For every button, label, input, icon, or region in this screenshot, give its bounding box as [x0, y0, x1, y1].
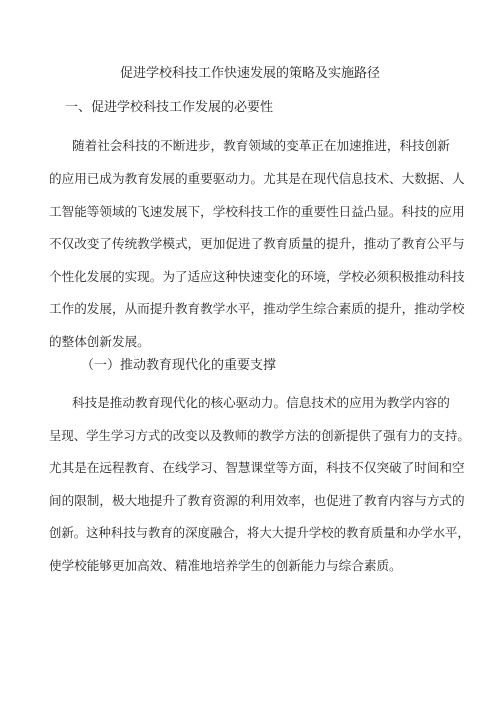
- section-heading: 一、促进学校科技工作发展的必要性: [65, 100, 274, 115]
- paragraph-line: 随着社会科技的不断进步，教育领域的变革正在加速推进，科技创新: [72, 138, 450, 153]
- paragraph-line: 的应用已成为教育发展的重要驱动力。尤其是在现代信息技术、大数据、人: [49, 171, 465, 186]
- paragraph-line: 科技是推动教育现代化的核心驱动力。信息技术的应用为教学内容的: [72, 395, 450, 410]
- subsection-heading: （一）推动教育现代化的重要支撑: [81, 358, 277, 373]
- paragraph-line: 个性化发展的实现。为了适应这种快速变化的环境，学校必须积极推动科技: [49, 269, 465, 284]
- document-title: 促进学校科技工作快速发展的策略及实施路径: [119, 66, 380, 81]
- paragraph-line: 工智能等领域的飞速发展下，学校科技工作的重要性日益凸显。科技的应用: [49, 204, 465, 219]
- paragraph-line: 的整体创新发展。: [49, 334, 150, 349]
- paragraph-line: 不仅改变了传统教学模式，更加促进了教育质量的提升，推动了教育公平与: [49, 236, 465, 251]
- paragraph-line: 呈现、学生学习方式的改变以及教师的教学方法的创新提供了强有力的支持。: [49, 428, 470, 443]
- paragraph-line: 创新。这种科技与教育的深度融合，将大大提升学校的教育质量和办学水平，: [49, 525, 470, 540]
- paragraph-line: 间的限制，极大地提升了教育资源的利用效率，也促进了教育内容与方式的: [49, 493, 465, 508]
- paragraph-line: 尤其是在远程教育、在线学习、智慧课堂等方面，科技不仅突破了时间和空: [49, 460, 465, 475]
- paragraph-line: 工作的发展，从而提升教育教学水平，推动学生综合素质的提升，推动学校: [49, 301, 465, 316]
- paragraph-line: 使学校能够更加高效、精准地培养学生的创新能力与综合素质。: [49, 558, 402, 573]
